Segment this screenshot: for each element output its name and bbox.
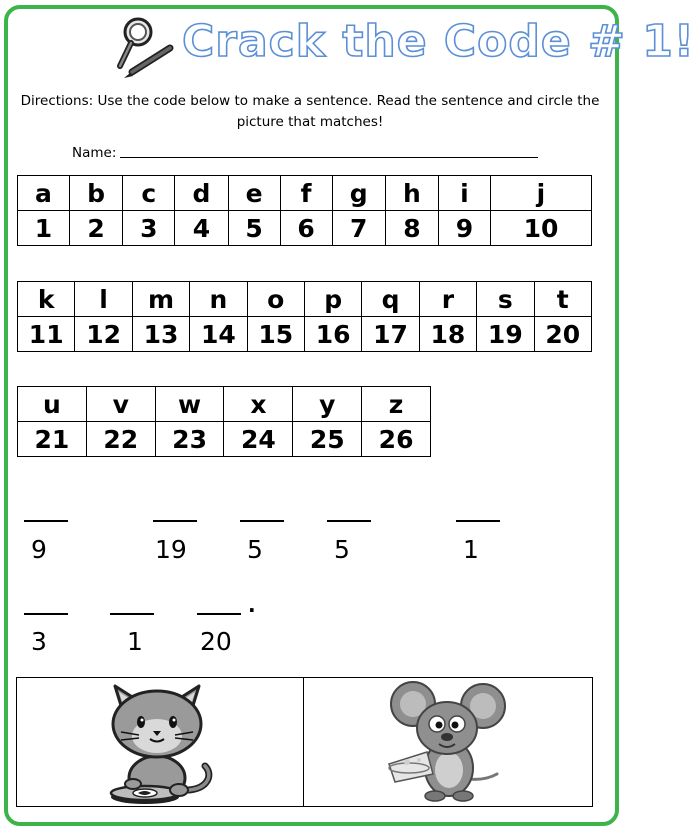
clue-number: 1 (127, 627, 143, 656)
code-letters-row (18, 387, 431, 422)
code-letter: k (18, 282, 75, 317)
answer-blank[interactable] (24, 520, 68, 522)
pencil-icon (124, 48, 170, 78)
clue-number: 3 (31, 627, 47, 656)
code-number: 17 (362, 317, 419, 352)
code-letter: t (534, 282, 591, 317)
code-letter: x (224, 387, 293, 422)
answer-blank[interactable] (24, 613, 68, 615)
code-number: 6 (280, 211, 332, 246)
code-number: 5 (228, 211, 280, 246)
code-numbers-row (18, 317, 592, 352)
code-number: 15 (247, 317, 304, 352)
code-letter: h (385, 176, 438, 211)
code-number: 25 (293, 422, 362, 457)
code-letter: d (175, 176, 228, 211)
code-letter: b (69, 176, 122, 211)
code-number: 8 (385, 211, 438, 246)
name-field[interactable] (120, 157, 538, 158)
code-number: 21 (18, 422, 87, 457)
code-letter: w (155, 387, 224, 422)
code-letter: u (18, 387, 87, 422)
code-letter: f (280, 176, 332, 211)
code-number: 18 (419, 317, 476, 352)
code-number: 24 (224, 422, 293, 457)
clue-number: 9 (31, 535, 47, 564)
code-letter: o (247, 282, 304, 317)
code-number: 13 (132, 317, 189, 352)
code-number: 23 (155, 422, 224, 457)
answer-blank[interactable] (197, 613, 241, 615)
code-letter: a (18, 176, 70, 211)
code-letter: r (419, 282, 476, 317)
code-number: 2 (69, 211, 122, 246)
code-number: 14 (190, 317, 247, 352)
magnifier-pencil-clipart (108, 14, 178, 84)
clue-number: 19 (155, 535, 187, 564)
answer-blank[interactable] (456, 520, 500, 522)
mouse-picture-choice[interactable] (387, 678, 511, 810)
code-table-k-t (17, 281, 592, 352)
code-numbers-row (18, 422, 431, 457)
code-letters-row (18, 176, 592, 211)
code-letter: c (123, 176, 175, 211)
directions-text: Directions: Use the code below to make a sentence. Read the sentence and circle the picture that matches! (20, 93, 600, 130)
code-number: 11 (18, 317, 75, 352)
picture-choices (16, 677, 593, 807)
code-number: 26 (362, 422, 431, 457)
code-letter: z (362, 387, 431, 422)
code-letter: n (190, 282, 247, 317)
code-letter: s (477, 282, 534, 317)
clue-number: 20 (200, 627, 232, 656)
cat-picture-choice[interactable] (101, 678, 225, 810)
code-letter: p (304, 282, 361, 317)
picture-divider (303, 678, 304, 806)
code-number: 7 (332, 211, 385, 246)
code-number: 20 (534, 317, 591, 352)
code-number: 12 (75, 317, 132, 352)
worksheet-title: Crack the Code # 1! (182, 16, 695, 67)
code-letter: y (293, 387, 362, 422)
code-number: 22 (86, 422, 155, 457)
answer-blank[interactable] (153, 520, 197, 522)
answer-blank[interactable] (110, 613, 154, 615)
clue-number: 5 (334, 535, 350, 564)
code-letter: v (86, 387, 155, 422)
clue-number: 5 (247, 535, 263, 564)
code-letter: i (438, 176, 490, 211)
code-number: 1 (18, 211, 70, 246)
answer-blank[interactable] (240, 520, 284, 522)
code-letter: j (490, 176, 591, 211)
code-numbers-row (18, 211, 592, 246)
code-letters-row (18, 282, 592, 317)
code-number: 4 (175, 211, 228, 246)
code-number: 16 (304, 317, 361, 352)
name-label: Name: (72, 145, 117, 161)
cat-with-fish-bowl-icon (101, 678, 225, 806)
code-number: 3 (123, 211, 175, 246)
answer-blank[interactable] (327, 520, 371, 522)
code-number: 19 (477, 317, 534, 352)
code-letter: m (132, 282, 189, 317)
code-letter: g (332, 176, 385, 211)
sentence-period: . (248, 593, 256, 617)
code-letter: l (75, 282, 132, 317)
code-table-a-j (17, 175, 592, 246)
code-table-u-z (17, 386, 431, 457)
mouse-with-cheese-icon (387, 678, 511, 806)
code-number: 9 (438, 211, 490, 246)
clue-number: 1 (463, 535, 479, 564)
code-number: 10 (490, 211, 591, 246)
code-letter: q (362, 282, 419, 317)
code-letter: e (228, 176, 280, 211)
